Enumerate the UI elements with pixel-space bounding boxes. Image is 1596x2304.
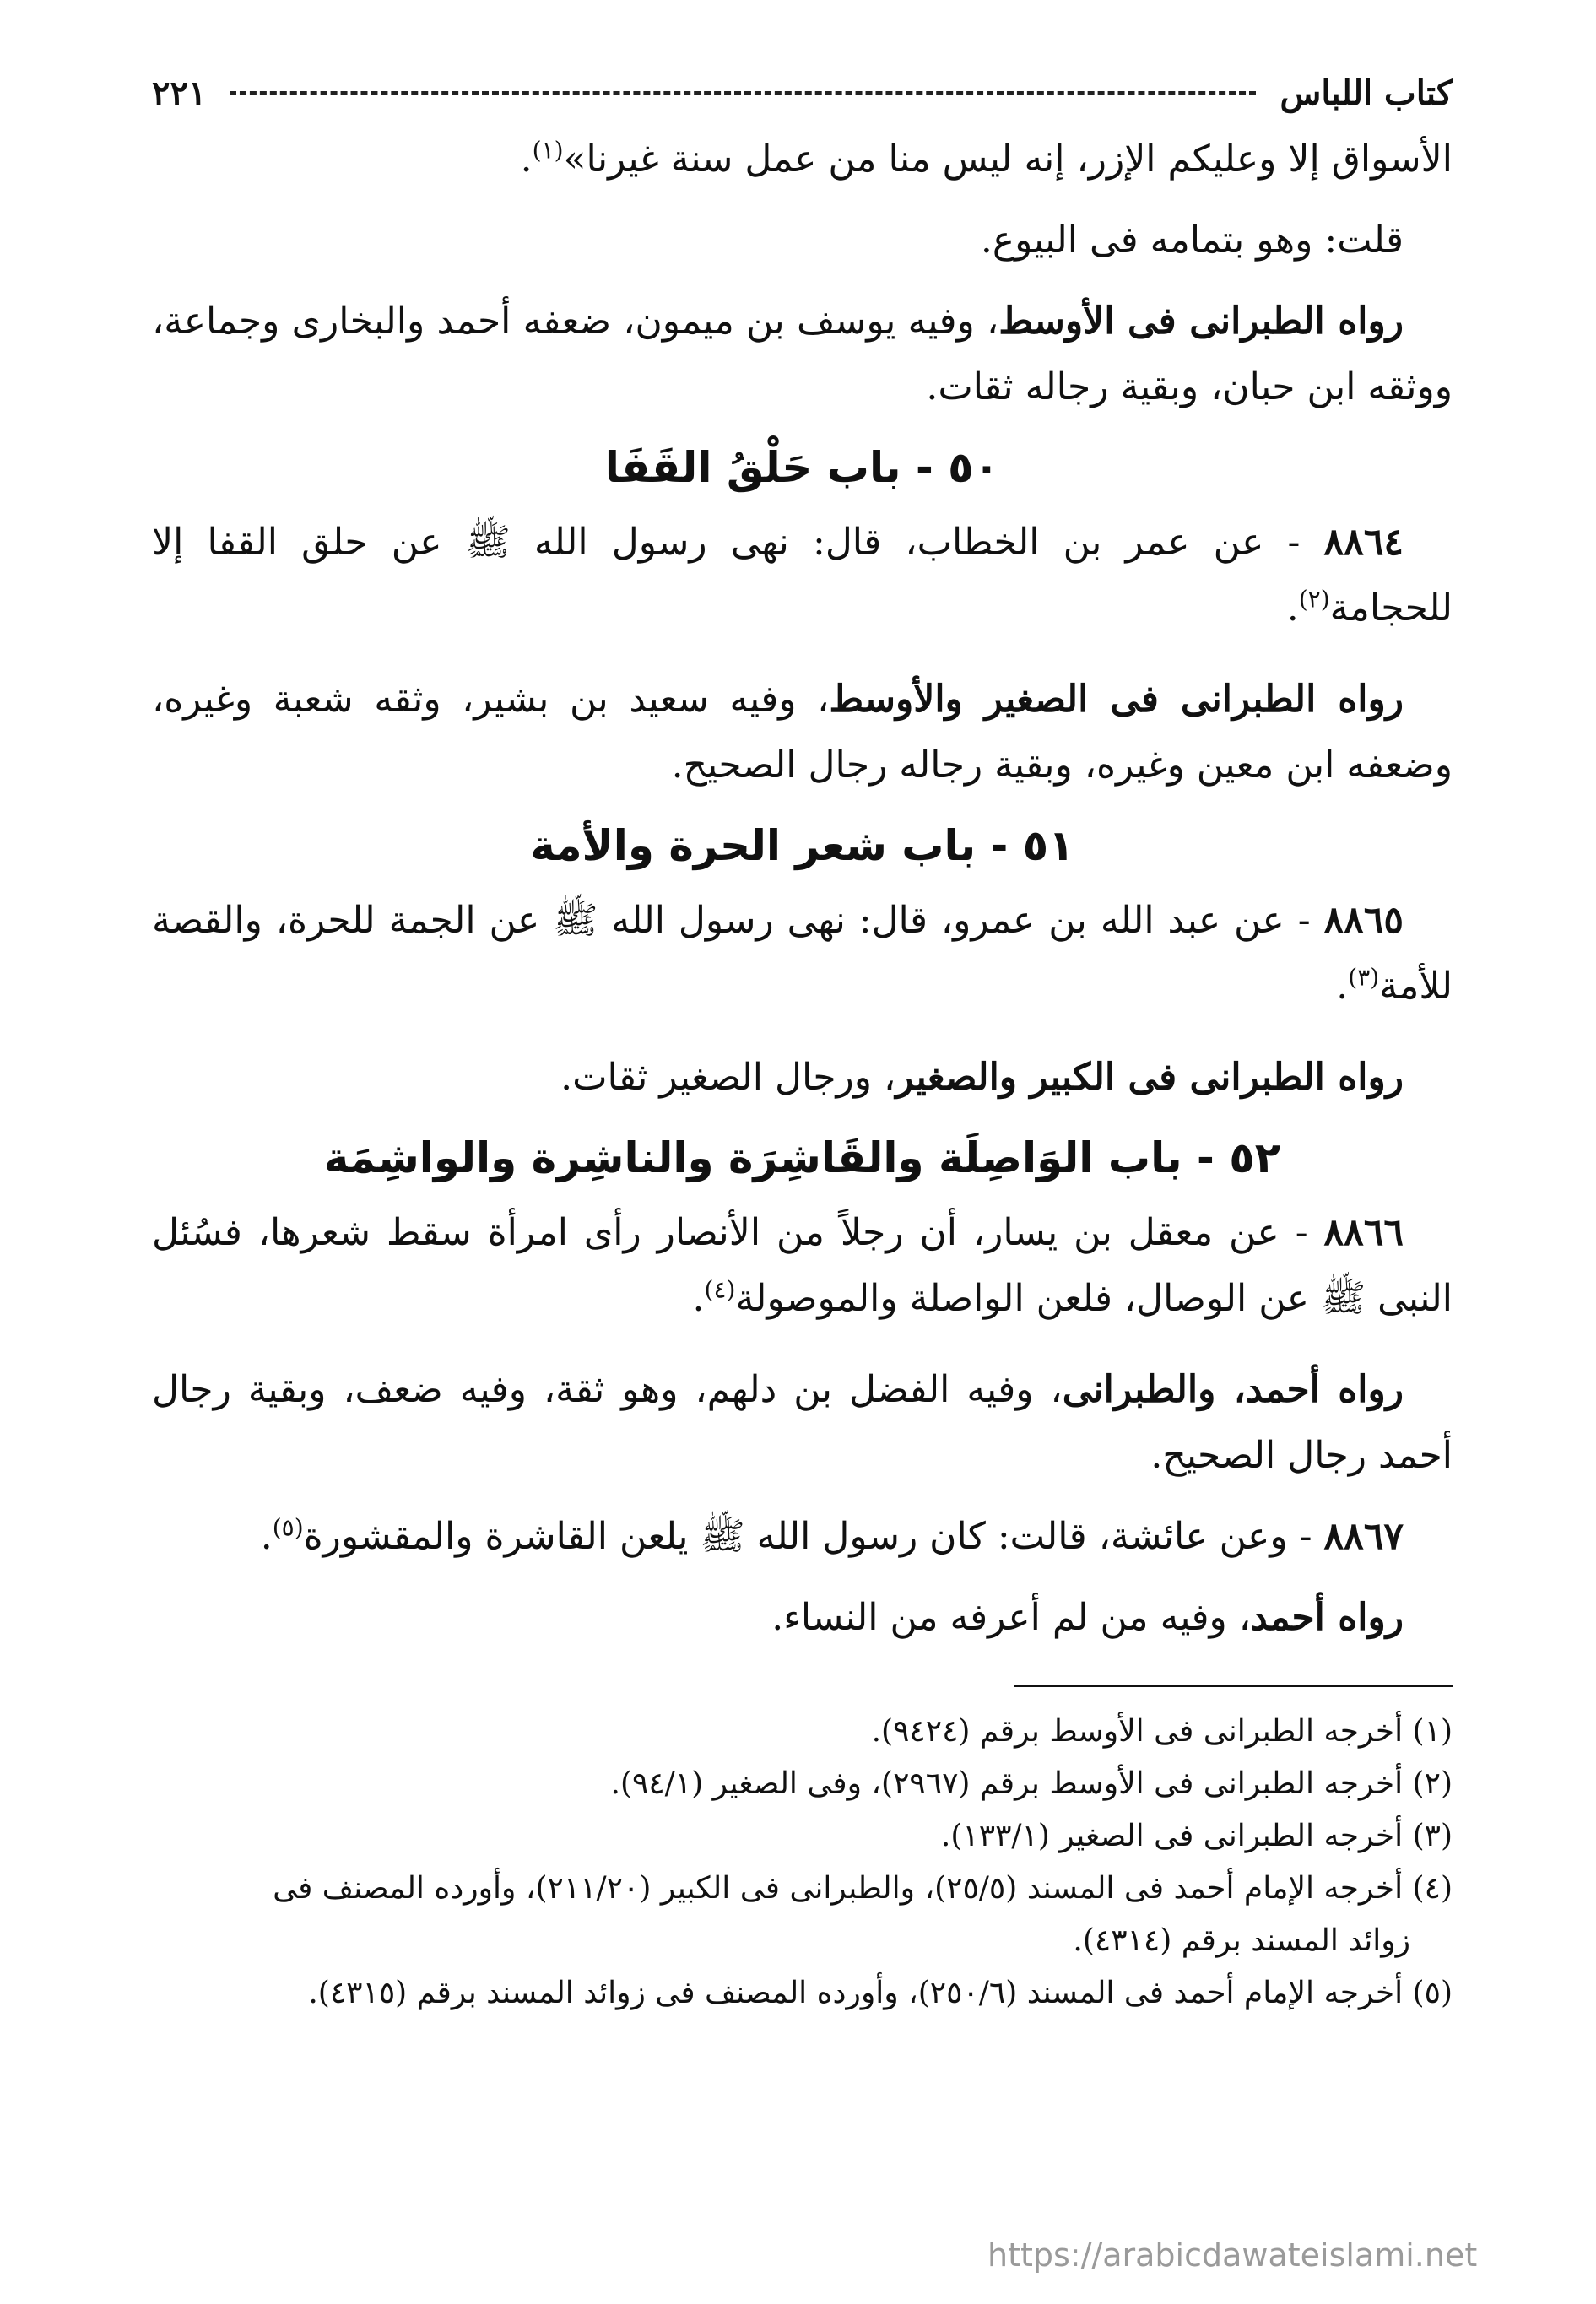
footnote-4: (٤) أخرجه الإمام أحمد فى المسند (٢٥/٥)، والطبرانى فى الكبير (٢١١/٢٠)، وأورده المصنف فى xyxy=(273,1871,1453,1906)
hadith-text: - عن معقل بن يسار، أن رجلاً من الأنصار رأى امرأة سقط شعرها، فسُئل النبى ﷺ عن الوصال، فلعن الواصلة والموصولة xyxy=(152,1211,1453,1320)
footnote-5: (٥) أخرجه الإمام أحمد فى المسند (٢٥٠/٦)، وأورده المصنف فى زوائد المسند برقم (٤٣١٥). xyxy=(308,1976,1453,2010)
footnote-ref: (٤) xyxy=(704,1275,736,1304)
hadith-8867 xyxy=(152,1504,1453,1570)
footnote-2: (٢) أخرجه الطبرانى فى الأوسط برقم (٢٩٦٧)، وفى الصغير (٩٤/١). xyxy=(610,1766,1453,1801)
paragraph-narration xyxy=(152,667,1453,798)
page-number: ٢٢١ xyxy=(152,73,207,113)
hadith-end: . xyxy=(260,1515,273,1558)
paragraph-note: قلت: وهو بتمامه فى البيوع. xyxy=(980,219,1404,262)
hadith-8865 xyxy=(152,888,1453,1019)
paragraph-continuation xyxy=(152,127,1453,192)
chapter-heading-50: ٥٠ - باب حَلْقُ القَفَا xyxy=(604,443,1000,492)
narration-source: رواه أحمد xyxy=(1250,1596,1404,1639)
paragraph-narration xyxy=(152,1045,1453,1111)
paragraph-narration xyxy=(152,1585,1453,1651)
footnote-4-continuation: زوائد المسند برقم (٤٣١٤). xyxy=(1073,1923,1410,1958)
paragraph-text: الأسواق إلا وعليكم الإزر، إنه ليس منا من عمل سنة غيرنا» xyxy=(563,138,1453,181)
narration-source: رواه الطبرانى فى الصغير والأوسط xyxy=(829,678,1404,721)
footnote-3: (٣) أخرجه الطبرانى فى الصغير (١٣٣/١). xyxy=(940,1819,1453,1853)
narration-source: رواه الطبرانى فى الأوسط xyxy=(998,300,1404,343)
footnote-ref: (٥) xyxy=(272,1513,304,1542)
hadith-end: . xyxy=(1286,587,1299,630)
footnote-ref: (٢) xyxy=(1298,585,1330,614)
narration-source: رواه الطبرانى فى الكبير والصغير xyxy=(895,1056,1404,1099)
narration-text: ، وفيه يوسف بن ميمون، ضعفه أحمد والبخارى وجماعة، ووثقه ابن حبان، وبقية رجاله ثقات. xyxy=(152,300,1453,408)
header-rule xyxy=(230,91,1256,95)
hadith-end: . xyxy=(692,1277,705,1320)
hadith-number: ٨٨٦٦ xyxy=(1323,1211,1404,1254)
footnote-ref: (٣) xyxy=(1348,963,1380,992)
paragraph-end: . xyxy=(520,138,533,181)
hadith-number: ٨٨٦٥ xyxy=(1323,899,1404,942)
narration-text: ، وفيه من لم أعرفه من النساء. xyxy=(771,1596,1251,1639)
hadith-text: - عن عبد الله بن عمرو، قال: نهى رسول الله ﷺ عن الجمة للحرة، والقصة للأمة xyxy=(152,899,1453,1008)
narration-source: رواه أحمد، والطبرانى xyxy=(1062,1368,1404,1411)
hadith-8866 xyxy=(152,1200,1453,1332)
narration-text: ، ورجال الصغير ثقات. xyxy=(560,1056,896,1099)
chapter-heading-52: ٥٢ - باب الوَاصِلَة والقَاشِرَة والناشِرة والواشِمَة xyxy=(323,1133,1281,1182)
chapter-heading-51: ٥١ - باب شعر الحرة والأمة xyxy=(530,821,1074,870)
footnote-separator xyxy=(1014,1685,1453,1687)
watermark-url: https://arabicdawateislami.net xyxy=(987,2236,1478,2274)
paragraph-narration xyxy=(152,1357,1453,1489)
book-title: كتاب اللباس xyxy=(1280,73,1453,113)
hadith-8864 xyxy=(152,510,1453,641)
running-head xyxy=(152,59,1453,127)
narration-text: ، وفيه الفضل بن دلهم، وهو ثقة، وفيه ضعف، وبقية رجال أحمد رجال الصحيح. xyxy=(152,1368,1453,1477)
paragraph-narration xyxy=(152,289,1453,420)
hadith-text: - وعن عائشة، قالت: كان رسول الله ﷺ يلعن القاشرة والمقشورة xyxy=(303,1515,1324,1558)
hadith-number: ٨٨٦٤ xyxy=(1323,521,1404,564)
hadith-number: ٨٨٦٧ xyxy=(1323,1515,1404,1558)
narration-text: ، وفيه سعيد بن بشير، وثقه شعبة وغيره، وضعفه ابن معين وغيره، وبقية رجاله رجال الصحيح. xyxy=(152,678,1453,787)
hadith-text: - عن عمر بن الخطاب، قال: نهى رسول الله ﷺ عن حلق القفا إلا للحجامة xyxy=(152,521,1453,630)
footnote-ref: (١) xyxy=(532,136,564,165)
hadith-end: . xyxy=(1336,965,1349,1008)
footnote-1: (١) أخرجه الطبرانى فى الأوسط برقم (٩٤٢٤). xyxy=(871,1714,1453,1749)
